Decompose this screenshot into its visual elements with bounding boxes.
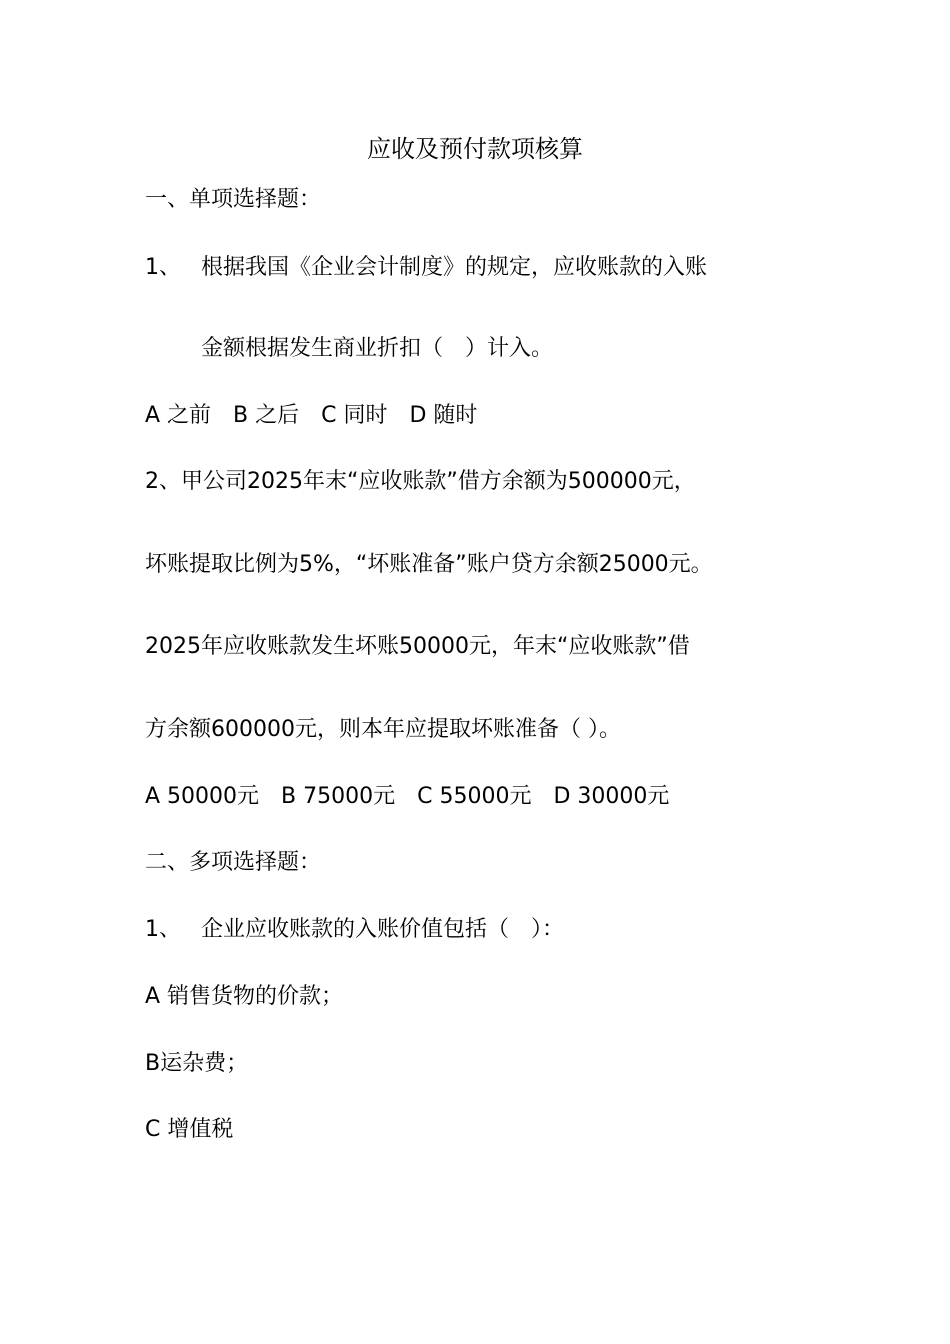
section1-q1-text-line1: 根据我国《企业会计制度》的规定，应收账款的入账 <box>201 255 708 280</box>
section1-q2-line1: 2、甲公司2025年末“应收账款”借方余额为500000元， <box>145 469 696 494</box>
section2-heading: 二、多项选择题： <box>145 850 322 875</box>
section1-q1-options: A 之前 B 之后 C 同时 D 随时 <box>145 403 478 428</box>
section1-q1-line2: 金额根据发生商业折扣（ ）计入。 <box>201 336 554 361</box>
section1-heading: 一、单项选择题： <box>145 187 322 212</box>
section2-q1-stem-line <box>145 915 564 945</box>
section1-q2-line4: 方余额600000元，则本年应提取坏账准备（ ）。 <box>145 717 621 742</box>
document-title: 应收及预付款项核算 <box>367 135 583 163</box>
section2-q1-option-a: A 销售货物的价款； <box>145 984 344 1009</box>
section1-q1-line1 <box>145 253 707 283</box>
section1-q2-line2: 坏账提取比例为5%，“坏账准备”账户贷方余额25000元。 <box>145 552 713 577</box>
section2-q1-option-c: C 增值税 <box>145 1117 234 1142</box>
section2-q1-number: 1、 <box>145 917 181 942</box>
section1-q2-options: A 50000元 B 75000元 C 55000元 D 30000元 <box>145 784 670 809</box>
section1-q2-line3: 2025年应收账款发生坏账50000元，年末“应收账款”借 <box>145 634 690 659</box>
section1-q1-number: 1、 <box>145 255 181 280</box>
section2-q1-option-b: B运杂费； <box>145 1051 249 1076</box>
section2-q1-stem: 企业应收账款的入账价值包括（ ）： <box>201 917 565 942</box>
